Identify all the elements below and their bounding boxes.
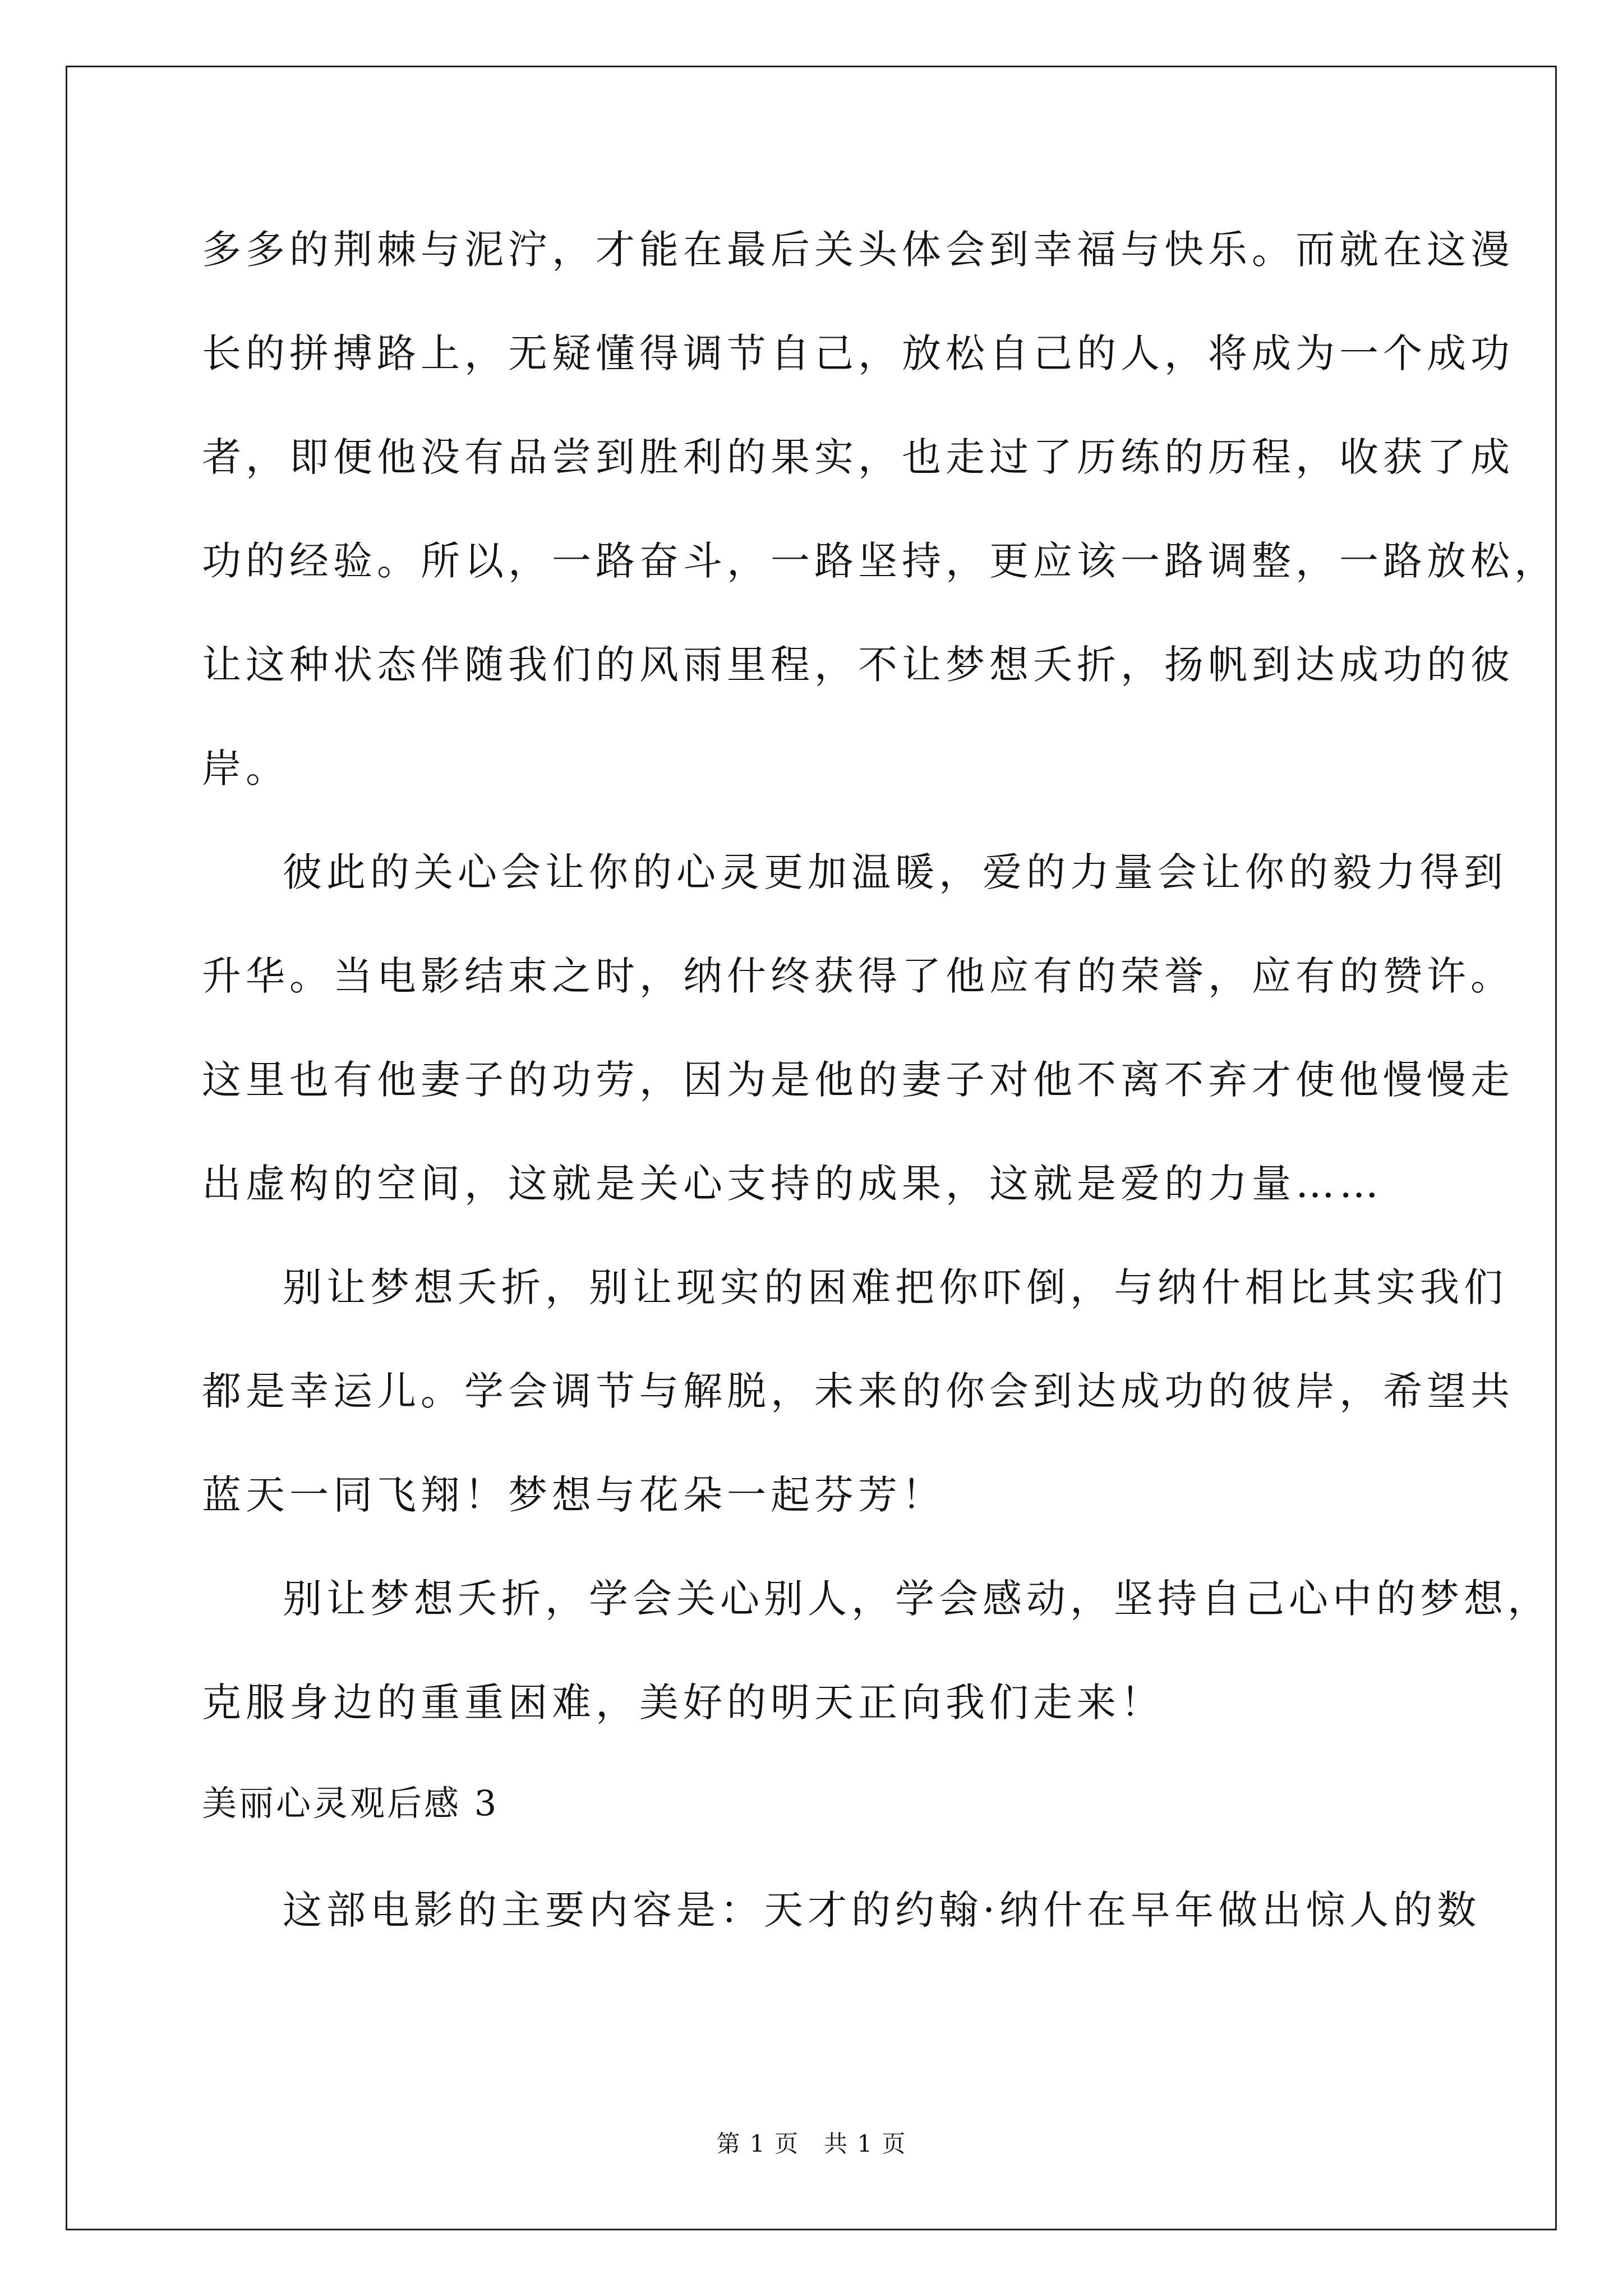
page-footer: 第 1 页 共 1 页 xyxy=(716,2130,907,2157)
text-line: 出虚构的空间，这就是关心支持的成果，这就是爱的力量…… xyxy=(202,1161,1383,1207)
paragraph-first-line: 彼此的关心会让你的心灵更加温暖，爱的力量会让你的毅力得到 xyxy=(283,849,1507,895)
text-line: 都是幸运儿。学会调节与解脱，未来的你会到达成功的彼岸，希望共 xyxy=(202,1368,1514,1414)
text-line: 克服身边的重重困难，美好的明天正向我们走来！ xyxy=(202,1680,1164,1726)
text-line: 让这种状态伴随我们的风雨里程，不让梦想夭折，扬帆到达成功的彼 xyxy=(202,642,1514,688)
text-line: 这里也有他妻子的功劳，因为是他的妻子对他不离不弃才使他慢慢走 xyxy=(202,1057,1514,1103)
paragraph-first-line: 别让梦想夭折，别让现实的困难把你吓倒，与纳什相比其实我们 xyxy=(283,1264,1507,1310)
text-line: 功的经验。所以，一路奋斗，一路坚持，更应该一路调整，一路放松， xyxy=(202,538,1558,584)
text-line: 蓝天一同飞翔！梦想与花朵一起芬芳！ xyxy=(202,1472,946,1518)
text-line: 者，即便他没有品尝到胜利的果实，也走过了历练的历程，收获了成 xyxy=(202,434,1514,480)
section-heading: 美丽心灵观后感 3 xyxy=(202,1783,499,1824)
text-line: 长的拼搏路上，无疑懂得调节自己，放松自己的人，将成为一个成功 xyxy=(202,330,1514,376)
paragraph-first-line: 这部电影的主要内容是：天才的约翰·纳什在早年做出惊人的数 xyxy=(283,1887,1481,1933)
text-line: 岸。 xyxy=(202,746,289,792)
paragraph-first-line: 别让梦想夭折，学会关心别人，学会感动，坚持自己心中的梦想， xyxy=(283,1576,1551,1622)
text-line: 升华。当电影结束之时，纳什终获得了他应有的荣誉，应有的赞许。 xyxy=(202,953,1514,999)
text-line: 多多的荆棘与泥泞，才能在最后关头体会到幸福与快乐。而就在这漫 xyxy=(202,227,1514,273)
